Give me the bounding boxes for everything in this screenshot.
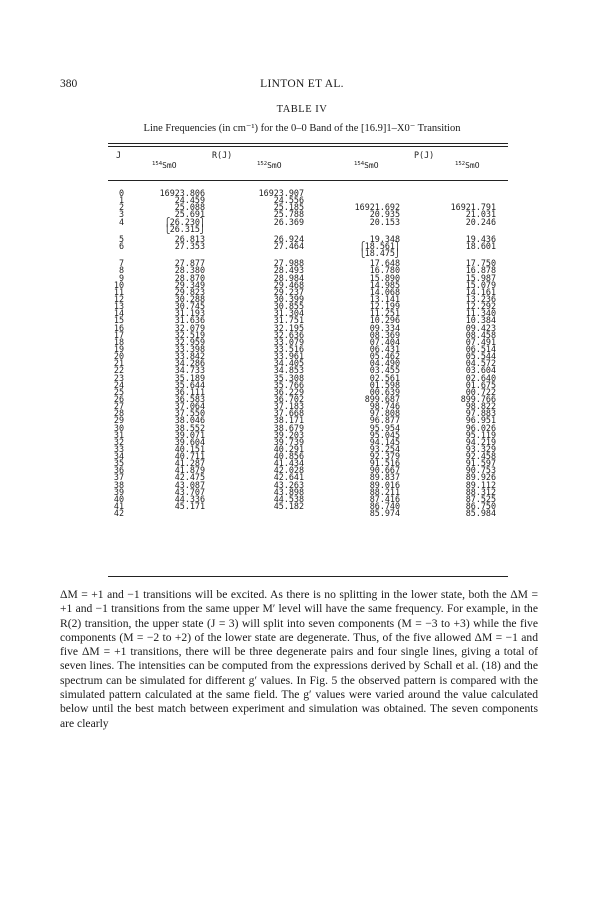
isotope-header-152-P: $^{152}$SmO xyxy=(455,161,480,170)
cell-R-154: ⎩26.315⎭ xyxy=(164,223,205,234)
cell-J: 9 xyxy=(118,272,124,283)
cell-P-152: 89.926 xyxy=(465,472,496,483)
cell-P-154: 12.199 xyxy=(369,301,400,312)
cell-R-152: 26.924 xyxy=(273,233,304,244)
cell-P-152: 02.640 xyxy=(465,372,496,383)
cell-P-152: 96.951 xyxy=(465,415,496,426)
cell-P-154: 98.746 xyxy=(369,401,400,412)
cell-J: 22 xyxy=(113,365,124,376)
cell-R-152: 40.291 xyxy=(273,443,304,454)
table-row xyxy=(108,393,508,404)
cell-J: 6 xyxy=(118,240,124,251)
cell-R-152: 45.182 xyxy=(273,501,304,512)
cell-P-154: 91.516 xyxy=(369,458,400,469)
cell-P-154: 19.348 xyxy=(369,233,400,244)
table-body xyxy=(108,190,508,517)
cell-P-152: 899.766 xyxy=(460,393,496,404)
cell-P-154: 06.431 xyxy=(369,343,400,354)
cell-P-154: 10.296 xyxy=(369,315,400,326)
table-row xyxy=(108,329,508,340)
table-header xyxy=(108,146,508,182)
cell-J: 3 xyxy=(118,209,124,220)
cell-R-154: 34.733 xyxy=(174,365,205,376)
table-top-rule xyxy=(108,143,508,144)
page-number: 380 xyxy=(60,78,78,90)
cell-R-152: 39.203 xyxy=(273,429,304,440)
cell-R-154: 37.064 xyxy=(174,401,205,412)
cell-R-152: 25.788 xyxy=(273,209,304,220)
table-row xyxy=(108,417,508,424)
cell-P-154: 89.837 xyxy=(369,472,400,483)
cell-R-152: 30.855 xyxy=(273,301,304,312)
table-row xyxy=(108,453,508,460)
table-bottom-rule xyxy=(108,576,508,577)
cell-R-152: 33.079 xyxy=(273,336,304,347)
cell-P-154: 20.153 xyxy=(369,216,400,227)
cell-P-154: 86.740 xyxy=(369,501,400,512)
cell-J: 35 xyxy=(113,458,124,469)
cell-P-154: 95.045 xyxy=(369,429,400,440)
table-row xyxy=(108,479,508,490)
table-row xyxy=(108,303,508,310)
column-header-J: J xyxy=(116,150,122,160)
cell-P-152: 86.750 xyxy=(465,501,496,512)
line-frequency-table xyxy=(108,146,508,517)
cell-P-152: 16921.791 xyxy=(450,202,496,213)
cell-R-152: 37.183 xyxy=(273,401,304,412)
table-row xyxy=(108,279,508,290)
table-row xyxy=(108,386,508,397)
cell-P-152: 87.525 xyxy=(465,493,496,504)
table-row xyxy=(108,372,508,383)
cell-R-154: 29.823 xyxy=(174,286,205,297)
cell-P-152: 19.436 xyxy=(465,233,496,244)
table-row xyxy=(108,267,508,274)
cell-P-152: 00.722 xyxy=(465,386,496,397)
isotope-header-154-R: $^{154}$SmO xyxy=(152,161,177,170)
cell-R-152: 29.237 xyxy=(273,286,304,297)
cell-P-152: 15.079 xyxy=(465,279,496,290)
cell-P-154: 90.667 xyxy=(369,465,400,476)
cell-J: 17 xyxy=(113,329,124,340)
cell-R-154: ⎧26.230⎫ xyxy=(164,216,205,227)
cell-J: 10 xyxy=(113,279,124,290)
cell-R-152: 43.898 xyxy=(273,486,304,497)
cell-P-154: 20.935 xyxy=(369,209,400,220)
cell-P-154: 14.068 xyxy=(369,286,400,297)
cell-P-152: 07.491 xyxy=(465,336,496,347)
cell-J: 15 xyxy=(113,315,124,326)
table-number: TABLE IV xyxy=(276,104,328,115)
table-row xyxy=(108,410,508,417)
cell-R-152: 28.493 xyxy=(273,265,304,276)
cell-P-152: 06.514 xyxy=(465,343,496,354)
cell-R-152: 33.516 xyxy=(273,343,304,354)
cell-R-152: 32.195 xyxy=(273,322,304,333)
cell-R-154: 35.189 xyxy=(174,372,205,383)
cell-R-152: 25.185 xyxy=(273,202,304,213)
cell-J: 31 xyxy=(113,429,124,440)
cell-P-152: 04.572 xyxy=(465,358,496,369)
cell-P-154: 899.687 xyxy=(364,393,400,404)
cell-J: 34 xyxy=(113,451,124,462)
cell-P-152: 12.292 xyxy=(465,301,496,312)
table-row xyxy=(108,429,508,440)
table-row xyxy=(108,310,508,317)
table-row xyxy=(108,486,508,497)
table-row xyxy=(108,286,508,297)
cell-J: 2 xyxy=(118,202,124,213)
cell-R-154: 31.193 xyxy=(174,308,205,319)
cell-P-154: 89.016 xyxy=(369,479,400,490)
cell-P-154: 87.416 xyxy=(369,493,400,504)
cell-R-152: 29.468 xyxy=(273,279,304,290)
table-row xyxy=(108,260,508,267)
column-header-R: R(J) xyxy=(212,150,233,160)
cell-J: 27 xyxy=(113,401,124,412)
cell-J: 5 xyxy=(118,233,124,244)
cell-R-154: 36.583 xyxy=(174,393,205,404)
cell-P-154: 02.561 xyxy=(369,372,400,383)
cell-J: 23 xyxy=(113,372,124,383)
cell-R-152: 42.641 xyxy=(273,472,304,483)
cell-R-154: 25.691 xyxy=(174,209,205,220)
table-row xyxy=(108,367,508,374)
cell-R-154: 33.842 xyxy=(174,351,205,362)
cell-R-152: 28.984 xyxy=(273,272,304,283)
table-row xyxy=(108,493,508,504)
cell-P-152: 18.601 xyxy=(465,240,496,251)
cell-J: 38 xyxy=(113,479,124,490)
cell-P-152: 17.750 xyxy=(465,258,496,269)
table-row xyxy=(108,510,508,517)
cell-J: 16 xyxy=(113,322,124,333)
table-row xyxy=(108,360,508,367)
cell-J: 14 xyxy=(113,308,124,319)
cell-R-152: 43.263 xyxy=(273,479,304,490)
isotope-header-154-P: $^{154}$SmO xyxy=(354,161,379,170)
cell-R-152: 42.028 xyxy=(273,465,304,476)
cell-R-154: 41.879 xyxy=(174,465,205,476)
cell-R-154: 43.707 xyxy=(174,486,205,497)
cell-R-154: 28.870 xyxy=(174,272,205,283)
cell-R-152: 41.434 xyxy=(273,458,304,469)
table-row xyxy=(108,336,508,347)
cell-J: 29 xyxy=(113,415,124,426)
body-paragraph xyxy=(60,588,538,731)
cell-P-152: 98.822 xyxy=(465,401,496,412)
cell-P-152: 85.984 xyxy=(465,508,496,519)
cell-R-154: 32.959 xyxy=(174,336,205,347)
cell-R-154: 37.550 xyxy=(174,408,205,419)
isotope-header-152-R: $^{152}$SmO xyxy=(257,161,282,170)
cell-P-154: 08.369 xyxy=(369,329,400,340)
cell-R-154: 32.519 xyxy=(174,329,205,340)
table-row xyxy=(108,467,508,474)
table-row xyxy=(108,317,508,324)
cell-R-154: 40.151 xyxy=(174,443,205,454)
cell-R-154: 43.087 xyxy=(174,479,205,490)
cell-R-154: 28.380 xyxy=(174,265,205,276)
cell-P-154: 13.141 xyxy=(369,293,400,304)
cell-R-152: 30.399 xyxy=(273,293,304,304)
cell-R-154: 42.475 xyxy=(174,472,205,483)
cell-P-152: 95.119 xyxy=(465,429,496,440)
cell-P-154: 11.251 xyxy=(369,308,400,319)
cell-R-152: 37.668 xyxy=(273,408,304,419)
cell-J: 18 xyxy=(113,336,124,347)
table-row xyxy=(108,223,508,234)
cell-R-152: 35.308 xyxy=(273,372,304,383)
cell-P-152: 01.675 xyxy=(465,379,496,390)
table-row xyxy=(108,443,508,454)
cell-J: 33 xyxy=(113,443,124,454)
cell-R-152: 16923.907 xyxy=(258,188,304,198)
cell-R-152: 27.464 xyxy=(273,240,304,251)
cell-R-154: 40.711 xyxy=(174,451,205,462)
table-row xyxy=(108,240,508,251)
cell-R-154: 27.353 xyxy=(174,240,205,251)
cell-R-152: 27.988 xyxy=(273,258,304,269)
cell-R-154: 30.745 xyxy=(174,301,205,312)
cell-P-154: 14.985 xyxy=(369,279,400,290)
cell-J: 13 xyxy=(113,301,124,312)
cell-P-152: 97.883 xyxy=(465,408,496,419)
cell-P-154: 04.490 xyxy=(369,358,400,369)
cell-R-152: 38.679 xyxy=(273,422,304,433)
cell-P-154: 16.780 xyxy=(369,265,400,276)
cell-P-154: ⎧18.561⎫ xyxy=(359,240,400,251)
cell-R-152: 31.751 xyxy=(273,315,304,326)
cell-P-152: 10.384 xyxy=(465,315,496,326)
cell-R-154: 45.171 xyxy=(174,501,205,512)
cell-P-154: 97.808 xyxy=(369,408,400,419)
cell-P-152: 90.753 xyxy=(465,465,496,476)
table-caption: Line Frequencies (in cm⁻¹) for the 0–0 Band of the [16.9]1–X0⁻ Transition xyxy=(143,123,461,134)
table-row xyxy=(108,403,508,410)
cell-J: 32 xyxy=(113,436,124,447)
cell-J: 25 xyxy=(113,386,124,397)
cell-R-152: 40.856 xyxy=(273,451,304,462)
cell-R-154: 29.349 xyxy=(174,279,205,290)
cell-P-154: 88.211 xyxy=(369,486,400,497)
cell-P-152: 05.544 xyxy=(465,351,496,362)
cell-P-154: 96.877 xyxy=(369,415,400,426)
cell-J: 37 xyxy=(113,472,124,483)
cell-P-154: 94.145 xyxy=(369,436,400,447)
cell-P-154: 85.974 xyxy=(369,508,400,519)
cell-R-152: 33.961 xyxy=(273,351,304,362)
cell-P-154: 01.598 xyxy=(369,379,400,390)
cell-P-152: 08.458 xyxy=(465,329,496,340)
table-row xyxy=(108,272,508,283)
cell-R-154: 38.046 xyxy=(174,415,205,426)
cell-J: 40 xyxy=(113,493,124,504)
cell-J: 1 xyxy=(118,195,124,206)
cell-P-152: 21.031 xyxy=(465,209,496,220)
cell-P-152: 16.878 xyxy=(465,265,496,276)
cell-P-152: 20.246 xyxy=(465,216,496,227)
table-row xyxy=(108,250,508,257)
table-row xyxy=(108,379,508,390)
cell-P-152: 88.312 xyxy=(465,486,496,497)
cell-P-152: 11.340 xyxy=(465,308,496,319)
cell-R-154: 31.636 xyxy=(174,315,205,326)
cell-P-152: 15.987 xyxy=(465,272,496,283)
table-row xyxy=(108,293,508,304)
cell-J: 30 xyxy=(113,422,124,433)
cell-R-152: 39.739 xyxy=(273,436,304,447)
cell-P-152: 92.458 xyxy=(465,451,496,462)
cell-J: 20 xyxy=(113,351,124,362)
cell-P-154: ⎩18.475⎭ xyxy=(359,248,400,259)
cell-J: 8 xyxy=(118,265,124,276)
cell-J: 42 xyxy=(113,508,124,519)
paragraph-text: ΔM = +1 and −1 transitions will be excited. As there is no splitting in the lower state, both the ΔM = +1 and −1 transitions from the same upper M′ level will have the same frequency. For example, in the R(2) transition, the upper state (J = 3) will split into seven components (M = −3 to +3) while the five components (M = −2 to +2) of the lower state are degenerate. Thus, of the five allowed ΔM = −1 and five ΔM = +1 transitions, there will be three degenerate pairs and four single lines, giving a total of seven lines. The intensities can be computed from the expressions derived by Schall et al. (18) and the spectrum can be simulated for different g′ values. In Fig. 5 the observed pattern is compared with the simulated pattern calculated at the same field. The g′ values were varied around the value calculated below until the best match between experiment and simulation was obtained. The seven components are clearly xyxy=(60,588,538,730)
cell-R-152: 35.766 xyxy=(273,379,304,390)
running-header xyxy=(0,78,604,94)
cell-J: 41 xyxy=(113,501,124,512)
cell-J: 4 xyxy=(118,216,124,227)
cell-R-152: 24.556 xyxy=(273,195,304,206)
cell-R-154: 27.877 xyxy=(174,258,205,269)
cell-P-152: 91.597 xyxy=(465,458,496,469)
cell-P-154: 00.639 xyxy=(369,386,400,397)
cell-J: 21 xyxy=(113,358,124,369)
cell-P-154: 07.404 xyxy=(369,336,400,347)
cell-J: 7 xyxy=(118,258,124,269)
cell-J: 11 xyxy=(113,286,124,297)
cell-R-154: 39.604 xyxy=(174,436,205,447)
cell-P-154: 95.954 xyxy=(369,422,400,433)
cell-R-154: 44.336 xyxy=(174,493,205,504)
cell-R-154: 25.088 xyxy=(174,202,205,213)
cell-P-152: 13.236 xyxy=(465,293,496,304)
cell-P-154: 92.379 xyxy=(369,451,400,462)
cell-R-152: 36.702 xyxy=(273,393,304,404)
table-row xyxy=(108,197,508,204)
table-row xyxy=(108,190,508,197)
cell-P-152: 89.112 xyxy=(465,479,496,490)
cell-P-152: 14.161 xyxy=(465,286,496,297)
cell-J: 0 xyxy=(118,188,124,198)
table-row xyxy=(108,343,508,354)
cell-R-152: 38.171 xyxy=(273,415,304,426)
table-row xyxy=(108,353,508,360)
column-header-P: P(J) xyxy=(414,150,435,160)
table-row xyxy=(108,204,508,211)
cell-R-152: 26.369 xyxy=(273,216,304,227)
cell-R-154: 32.079 xyxy=(174,322,205,333)
cell-R-154: 35.644 xyxy=(174,379,205,390)
cell-R-154: 33.398 xyxy=(174,343,205,354)
cell-J: 19 xyxy=(113,343,124,354)
cell-R-154: 39.071 xyxy=(174,429,205,440)
cell-P-152: 94.219 xyxy=(465,436,496,447)
table-row xyxy=(108,436,508,447)
cell-R-154: 36.111 xyxy=(174,386,205,397)
cell-R-152: 44.538 xyxy=(273,493,304,504)
cell-R-154: 34.286 xyxy=(174,358,205,369)
cell-R-154: 38.552 xyxy=(174,422,205,433)
cell-P-154: 03.455 xyxy=(369,365,400,376)
cell-R-154: 41.287 xyxy=(174,458,205,469)
cell-P-154: 17.648 xyxy=(369,258,400,269)
cell-J: 28 xyxy=(113,408,124,419)
cell-R-154: 24.459 xyxy=(174,195,205,206)
cell-P-154: 05.462 xyxy=(369,351,400,362)
cell-R-152: 36.229 xyxy=(273,386,304,397)
cell-R-152: 32.636 xyxy=(273,329,304,340)
table-row xyxy=(108,503,508,510)
cell-R-152: 34.405 xyxy=(273,358,304,369)
cell-J: 36 xyxy=(113,465,124,476)
cell-P-154: 15.890 xyxy=(369,272,400,283)
table-row xyxy=(108,474,508,481)
cell-P-152: 93.329 xyxy=(465,443,496,454)
table-row xyxy=(108,322,508,333)
cell-P-152: 09.423 xyxy=(465,322,496,333)
cell-P-154: 16921.692 xyxy=(354,202,400,213)
cell-J: 39 xyxy=(113,486,124,497)
table-row xyxy=(108,233,508,244)
cell-J: 12 xyxy=(113,293,124,304)
table-row xyxy=(108,422,508,433)
cell-R-154: 30.288 xyxy=(174,293,205,304)
cell-P-152: 03.604 xyxy=(465,365,496,376)
cell-P-152: 96.026 xyxy=(465,422,496,433)
cell-P-154: 09.334 xyxy=(369,322,400,333)
running-head-authors: LINTON ET AL. xyxy=(260,78,344,90)
cell-R-154: 16923.806 xyxy=(159,188,205,198)
table-row xyxy=(108,460,508,467)
cell-J: 26 xyxy=(113,393,124,404)
cell-P-154: 93.254 xyxy=(369,443,400,454)
cell-R-154: 26.813 xyxy=(174,233,205,244)
cell-R-152: 34.853 xyxy=(273,365,304,376)
cell-R-152: 31.304 xyxy=(273,308,304,319)
cell-J: 24 xyxy=(113,379,124,390)
